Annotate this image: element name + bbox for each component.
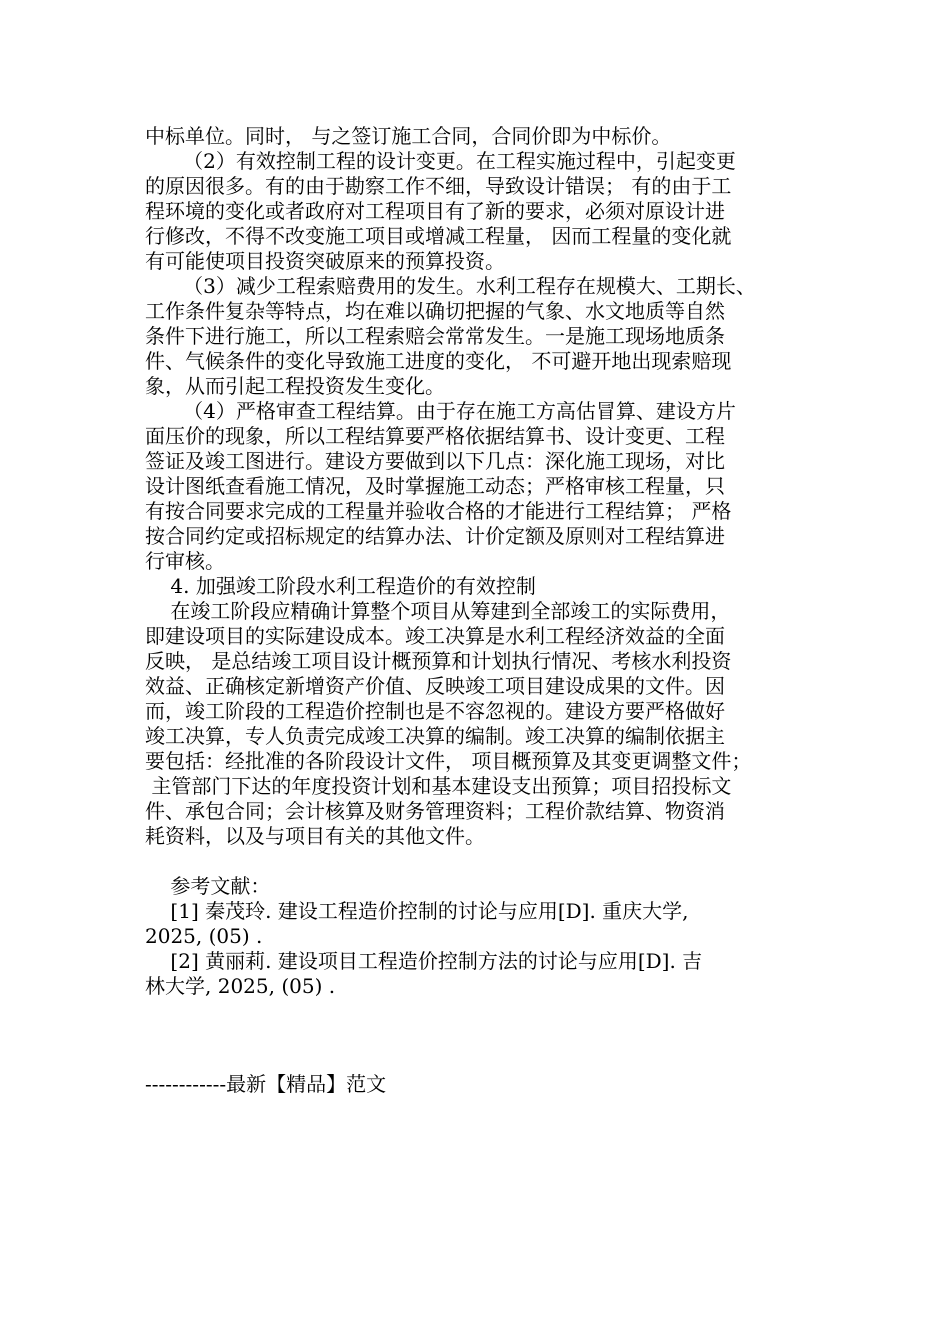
- document-body: [145, 124, 825, 1097]
- body-line: （2）有效控制工程的设计变更。在工程实施过程中，引起变更: [145, 149, 736, 173]
- body-line: 要包括：经批准的各阶段设计文件， 项目概预算及其变更调整文件；: [145, 749, 752, 773]
- spacer: [145, 999, 825, 1072]
- body-line: 工作条件复杂等特点，均在难以确切把握的气象、水文地质等自然: [145, 299, 725, 323]
- body-line: 行审核。: [145, 549, 225, 573]
- body-line: 件、气候条件的变化导致施工进度的变化， 不可避开地出现索赔现: [145, 349, 732, 373]
- body-line: 的原因很多。有的由于勘察工作不细，导致设计错误； 有的由于工: [145, 174, 732, 198]
- reference-line: 2025, (05) .: [145, 924, 263, 948]
- body-line: 象，从而引起工程投资发生变化。: [145, 374, 445, 398]
- body-line: 程环境的变化或者政府对工程项目有了新的要求，必须对原设计进: [145, 199, 725, 223]
- body-line: 面压价的现象，所以工程结算要严格依据结算书、设计变更、工程: [145, 424, 725, 448]
- body-line: 签证及竣工图进行。建设方要做到以下几点：深化施工现场，对比: [145, 449, 725, 473]
- body-line: 而，竣工阶段的工程造价控制也是不容忽视的。建设方要严格做好: [145, 699, 725, 723]
- reference-line: [2] 黄丽莉. 建设项目工程造价控制方法的讨论与应用[D]. 吉: [145, 949, 703, 973]
- body-line: 竣工决算，专人负责完成竣工决算的编制。竣工决算的编制依据主: [145, 724, 725, 748]
- body-line: 反映， 是总结竣工项目设计概预算和计划执行情况、考核水利投资: [145, 649, 732, 673]
- spacer: [145, 849, 825, 874]
- references-heading: 参考文献：: [145, 874, 271, 898]
- body-line: 耗资料，以及与项目有关的其他文件。: [145, 824, 485, 848]
- body-line: （4）严格审查工程结算。由于存在施工方高估冒算、建设方片: [145, 399, 736, 423]
- body-line: 主管部门下达的年度投资计划和基本建设支出预算；项目招投标文: [145, 774, 732, 798]
- body-line: 效益、正确核定新增资产价值、反映竣工项目建设成果的文件。因: [145, 674, 725, 698]
- body-line: 行修改，不得不改变施工项目或增减工程量， 因而工程量的变化就: [145, 224, 732, 248]
- body-line: 在竣工阶段应精确计算整个项目从筹建到全部竣工的实际费用，: [145, 599, 731, 623]
- reference-line: [1] 秦茂玲. 建设工程造价控制的讨论与应用[D]. 重庆大学,: [145, 899, 689, 923]
- body-line: （3）减少工程索赔费用的发生。水利工程存在规模大、工期长、: [145, 274, 756, 298]
- body-line: 即建设项目的实际建设成本。竣工决算是水利工程经济效益的全面: [145, 624, 725, 648]
- body-line: 按合同约定或招标规定的结算办法、计价定额及原则对工程结算进: [145, 524, 725, 548]
- footer-text: ------------最新【精品】范文: [145, 1072, 387, 1096]
- section-heading: 4. 加强竣工阶段水利工程造价的有效控制: [145, 574, 536, 598]
- body-line: 有可能使项目投资突破原来的预算投资。: [145, 249, 505, 273]
- body-line: 有按合同要求完成的工程量并验收合格的才能进行工程结算； 严格: [145, 499, 732, 523]
- body-line: 条件下进行施工，所以工程索赔会常常发生。一是施工现场地质条: [145, 324, 725, 348]
- body-line: 设计图纸查看施工情况，及时掌握施工动态；严格审核工程量，只: [145, 474, 725, 498]
- body-line: 件、承包合同；会计核算及财务管理资料；工程价款结算、物资消: [145, 799, 725, 823]
- reference-line: 林大学, 2025, (05) .: [145, 974, 336, 998]
- body-line: 中标单位。同时， 与之签订施工合同，合同价即为中标价。: [145, 124, 672, 148]
